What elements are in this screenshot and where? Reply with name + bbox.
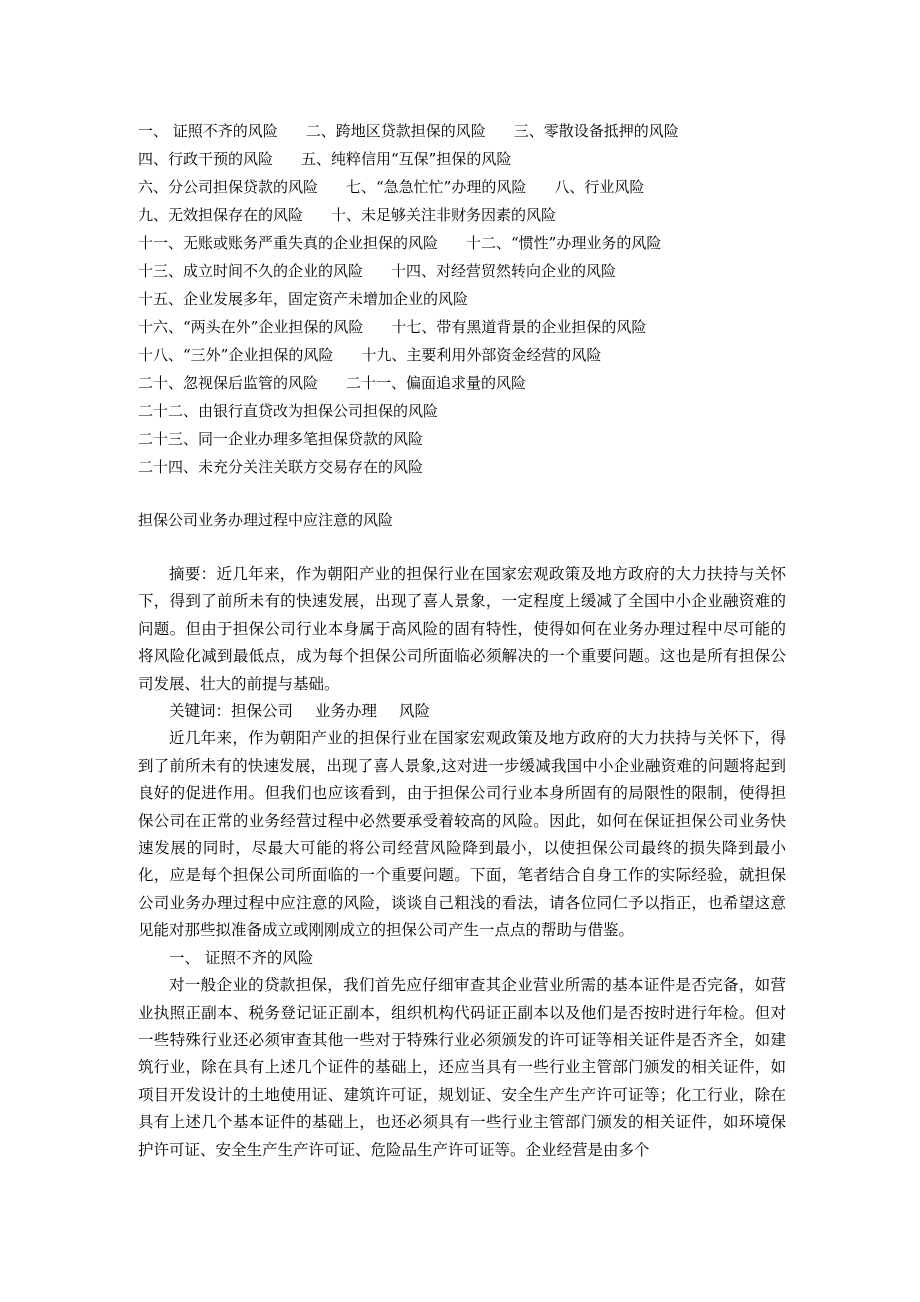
list-item: 十三、成立时间不久的企业的风险 十四、对经营贸然转向企业的风险 — [138, 262, 617, 280]
list-item: 四、行政干预的风险 五、纯粹信用“互保”担保的风险 — [138, 150, 512, 168]
list-item: 六、分公司担保贷款的风险 七、“急急忙忙”办理的风险 八、行业风险 — [138, 178, 645, 196]
list-item: 九、无效担保存在的风险 十、未足够关注非财务因素的风险 — [138, 206, 557, 224]
list-item: 二十三、同一企业办理多笔担保贷款的风险 — [138, 430, 424, 448]
keywords-line: 关键词：担保公司 业务办理 风险 — [169, 702, 431, 721]
section-title: 担保公司业务办理过程中应注意的风险 — [138, 511, 394, 529]
list-item: 十一、无账或账务严重失真的企业担保的风险 十二、“惯性”办理业务的风险 — [138, 234, 662, 252]
article-body — [138, 561, 786, 1164]
intro-paragraph: 近几年来，作为朝阳产业的担保行业在国家宏观政策及地方政府的大力扶持与关怀下，得到了前所未有的快速发展，出现了喜人景象,这对进一步缓减我国中小企业融资难的问题将起到良好的促进作用。但我们也应该看到，由于担保公司行业本身所固有的局限性的限制，使得担保公司在正常的业务经营过程中必然要承受着较高的风险。因此，如何在保证担保公司业务快速发展的同时，尽最大可能的将公司经营风险降到最小，以使担保公司最终的损失降到最小化，应是每个担保公司所面临的一个重要问题。下面，笔者结合自身工作的实际经验，就担保公司业务办理过程中应注意的风险，谈谈自己粗浅的看法，请各位同仁予以指正，也希望这意见能对那些拟准备成立或刚刚成立的担保公司产生一点点的帮助与借鉴。 — [138, 729, 786, 940]
abstract-paragraph: 摘要：近几年来，作为朝阳产业的担保行业在国家宏观政策及地方政府的大力扶持与关怀下，得到了前所未有的快速发展，出现了喜人景象，一定程度上缓减了全国中小企业融资难的问题。但由于担保公司行业本身属于高风险的固有特性，使得如何在业务办理过程中尽可能的将风险化减到最低点，成为每个担保公司所面临必须解决的一个重要问题。这也是所有担保公司发展、壮大的前提与基础。 — [138, 565, 786, 693]
list-item: 二十二、由银行直贷改为担保公司担保的风险 — [138, 402, 439, 420]
list-item: 二十、忽视保后监管的风险 二十一、偏面追求量的风险 — [138, 374, 527, 392]
section-heading: 一、 证照不齐的风险 — [169, 948, 314, 967]
list-item: 二十四、未充分关注关联方交易存在的风险 — [138, 458, 424, 476]
list-item: 十八、“三外”企业担保的风险 十九、主要利用外部资金经营的风险 — [138, 346, 602, 364]
body-paragraph: 对一般企业的贷款担保，我们首先应仔细审查其企业营业所需的基本证件是否完备，如营业执照正副本、税务登记证正副本，组织机构代码证正副本以及他们是否按时进行年检。但对一些特殊行业还必须审查其他一些对于特殊行业必须颁发的许可证等相关证件是否齐全，如建筑行业，除在具有上述几个证件的基础上，还应当具有一些行业主管部门颁发的相关证件，如项目开发设计的土地使用证、建筑许可证，规划证、安全生产生产许可证等；化工行业，除在具有上述几个基本证件的基础上，也还必须具有一些行业主管部门颁发的相关证件，如环境保护许可证、安全生产生产许可证、危险品生产许可证等。企业经营是由多个 — [138, 976, 786, 1159]
list-item: 十五、企业发展多年，固定资产未增加企业的风险 — [138, 290, 469, 308]
list-item: 一、 证照不齐的风险 二、跨地区贷款担保的风险 三、零散设备抵押的风险 — [138, 122, 679, 140]
risk-list — [138, 117, 798, 481]
list-item: 十六、“两头在外”企业担保的风险 十七、带有黑道背景的企业担保的风险 — [138, 318, 647, 336]
